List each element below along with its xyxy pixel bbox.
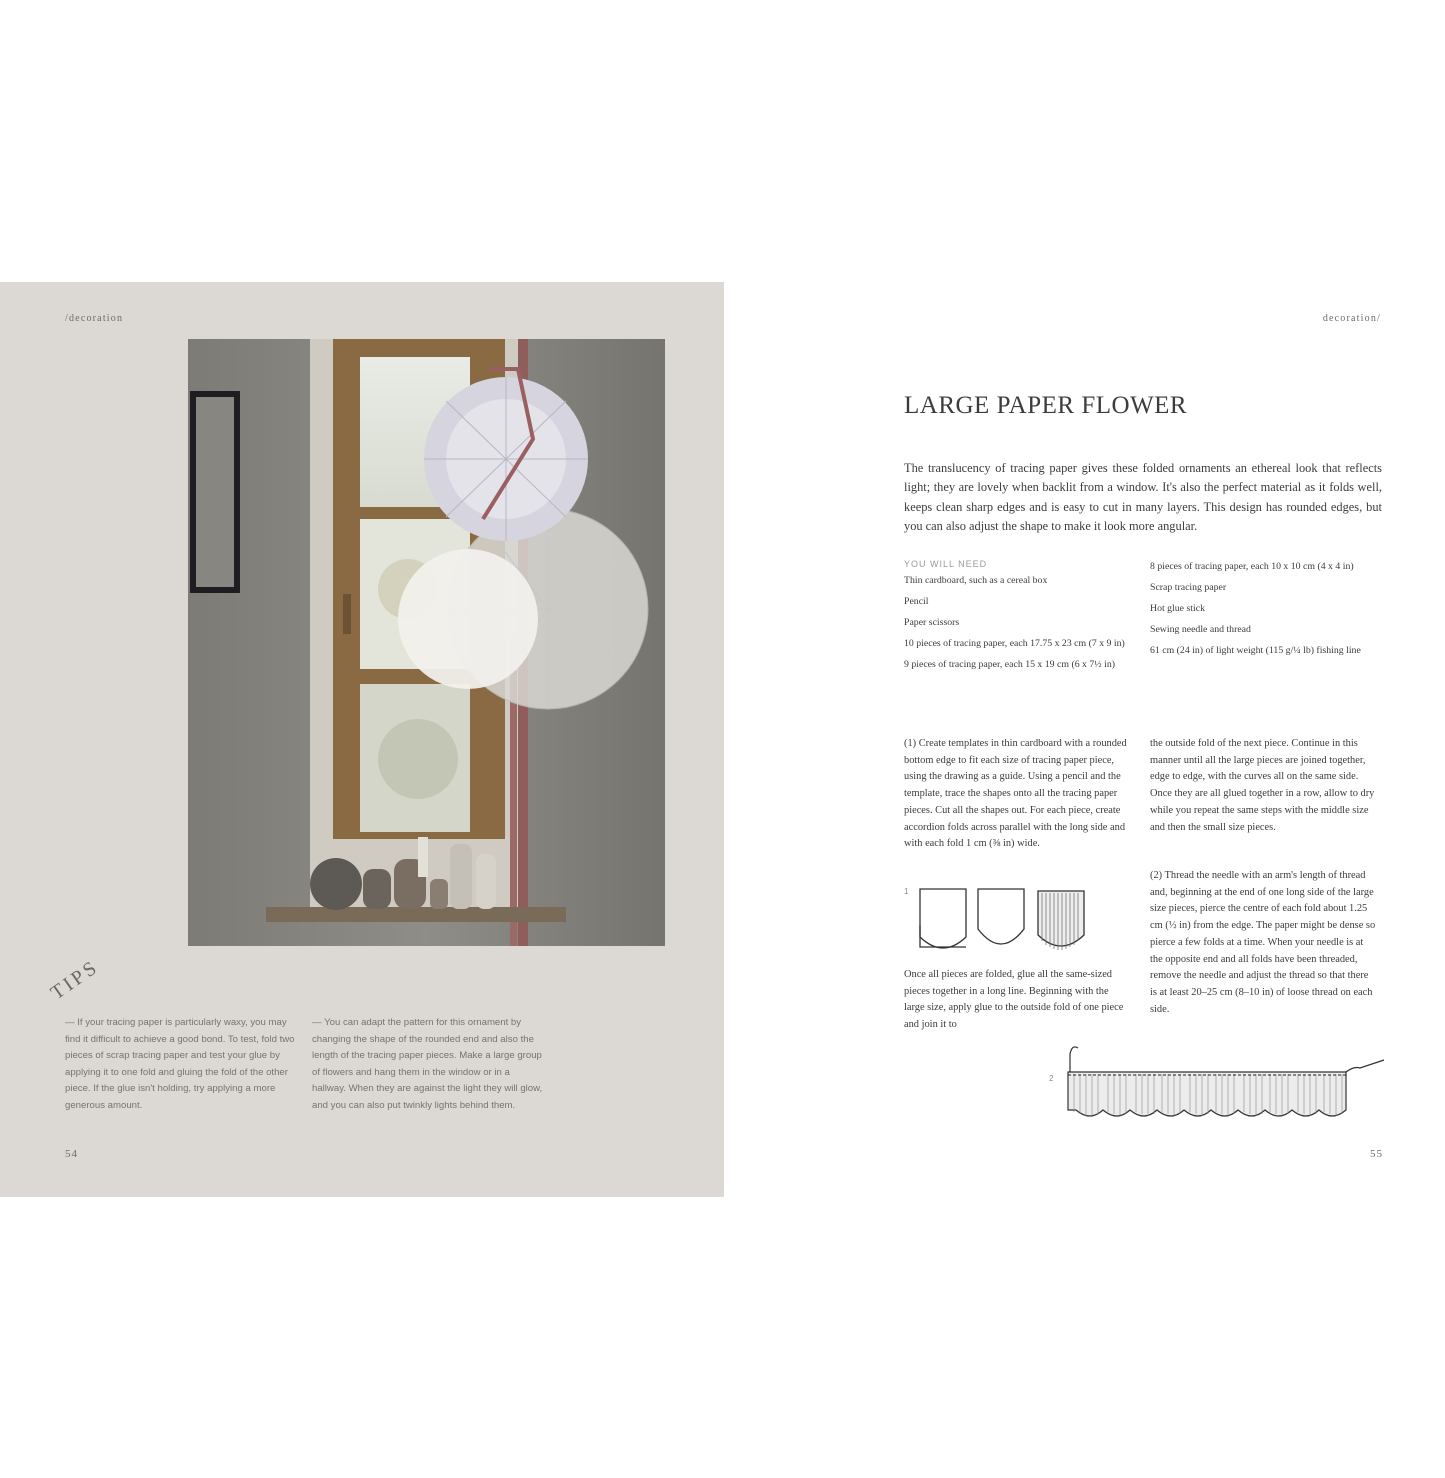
- page-title: LARGE PAPER FLOWER: [904, 392, 1188, 419]
- page-number-left: 54: [65, 1148, 78, 1160]
- tip-2: — You can adapt the pattern for this ornament by changing the shape of the rounded end and also the length of the tracing paper pieces. Make a large group of flowers and hang them in the window or in a hallway. When they are against the light they will glow, and you can also put twinkly lights behind them.: [312, 1017, 543, 1111]
- page-number-right: 55: [1370, 1148, 1383, 1160]
- you-will-need-heading: YOU WILL NEED: [904, 559, 988, 569]
- step-1-continued: Once all pieces are folded, glue all the same-sized pieces together in a long line. Beginning with the large size, apply glue to the outside fold of one piece and join it to: [904, 969, 1124, 1031]
- step-1-text: (1) Create templates in thin cardboard with a rounded bottom edge to fit each size of tracing paper piece, using the drawing as a guide. Using a pencil and the template, trace the shapes onto all the tracing paper pieces. Cut all the shapes out. For each piece, create accordion folds across parallel with the long side and with each fold 1 cm (⅜ in) wide.: [904, 738, 1127, 850]
- tips-heading: TIPS: [46, 955, 103, 1005]
- material-item: 8 pieces of tracing paper, each 10 x 10 cm (4 x 4 in): [1150, 561, 1354, 572]
- step-1-text-col2: the outside fold of the next piece. Continue in this manner until all the large pieces are joined together, edge to edge, with the curves all on the same side. Once they are all glued together in a row, allow to dry while you repeat the same steps with the middle size and then the small size pieces.: [1150, 738, 1375, 833]
- left-page: [0, 282, 724, 1197]
- photo-illustration: [188, 339, 665, 946]
- figure-1-templates: [914, 885, 1094, 957]
- running-head-left: /decoration: [65, 313, 124, 324]
- book-spread: [0, 282, 1445, 1197]
- tip-1: — If your tracing paper is particularly waxy, you may find it difficult to achieve a good bond. To test, fold two pieces of scrap tracing paper and test your glue by applying it to one fold and gluing the fold of the other piece. If the glue isn't holding, try applying a more generous amount.: [65, 1017, 295, 1111]
- step-2-text: (2) Thread the needle with an arm's length of thread and, beginning at the end of one long side of the large size pieces, pierce the centre of each fold about 1.25 cm (½ in) from the edge. The paper might be dense so pierce a few folds at a time. When your needle is at the opposite end and all folds have been threaded, remove the needle and adjust the thread so that there is at least 20–25 cm (8–10 in) of loose thread on each side.: [1150, 870, 1376, 1015]
- intro-paragraph: The translucency of tracing paper gives these folded ornaments an ethereal look that reflects light; they are lovely when backlit from a window. It's also the perfect material as it folds well, keeps clean sharp edges and is easy to cut in many layers. This design has rounded edges, but you can also adjust the shape to make it look more angular.: [904, 461, 1382, 533]
- figure-1-label: 1: [904, 887, 909, 896]
- running-head-right: decoration/: [1322, 313, 1381, 324]
- material-item: Scrap tracing paper: [1150, 582, 1227, 593]
- figure-2-threaded-strip: [1062, 1042, 1392, 1124]
- material-item: Paper scissors: [904, 617, 960, 628]
- material-item: Thin cardboard, such as a cereal box: [904, 575, 1048, 586]
- materials-column-2: [1150, 559, 1380, 664]
- material-item: Pencil: [904, 596, 929, 607]
- photo-window-paper-flowers: [188, 339, 665, 946]
- materials-column-1: [904, 559, 1134, 678]
- figure-2-label: 2: [1049, 1074, 1054, 1083]
- material-item: 61 cm (24 in) of light weight (115 g/¼ lb) fishing line: [1150, 645, 1361, 656]
- material-item: Hot glue stick: [1150, 603, 1205, 614]
- right-page: [724, 282, 1445, 1197]
- material-item: 10 pieces of tracing paper, each 17.75 x 23 cm (7 x 9 in): [904, 638, 1125, 649]
- material-item: 9 pieces of tracing paper, each 15 x 19 cm (6 x 7½ in): [904, 659, 1115, 670]
- material-item: Sewing needle and thread: [1150, 624, 1251, 635]
